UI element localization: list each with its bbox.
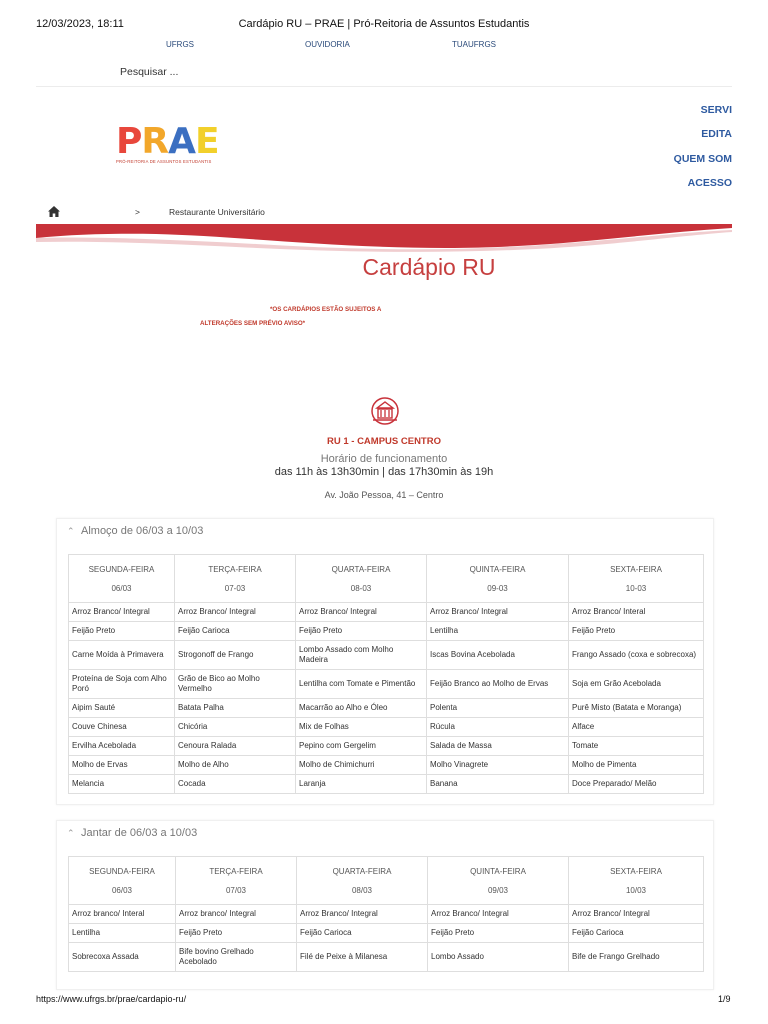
menu-cell: Arroz Branco/ Integral	[428, 905, 569, 924]
menu-cell: Arroz Branco/ Integral	[175, 603, 296, 622]
decorative-wave	[36, 222, 732, 254]
menu-cell: Feijão Carioca	[175, 622, 296, 641]
divider	[36, 86, 732, 87]
lunch-panel-title: Almoço de 06/03 a 10/03	[81, 525, 204, 537]
menu-cell: Grão de Bico ao Molho Vermelho	[175, 670, 296, 699]
table-row	[69, 775, 704, 794]
lunch-table	[68, 554, 704, 794]
menu-cell: Feijão Preto	[569, 622, 704, 641]
day-header	[427, 555, 569, 603]
day-date: 07/03	[225, 885, 247, 895]
table-row	[69, 924, 704, 943]
day-header	[428, 857, 569, 905]
table-row	[69, 756, 704, 775]
menu-cell: Arroz branco/ Interal	[69, 905, 176, 924]
day-header	[69, 857, 176, 905]
dinner-panel-header[interactable]	[57, 821, 713, 847]
day-name: TERÇA-FEIRA	[209, 866, 263, 876]
page-title: Cardápio RU	[362, 254, 496, 280]
menu-cell: Melancia	[69, 775, 175, 794]
menu-cell: Batata Palha	[175, 699, 296, 718]
table-row	[69, 670, 704, 699]
menu-cell: Salada de Massa	[427, 737, 569, 756]
menu-cell: Molho Vinagrete	[427, 756, 569, 775]
day-header	[69, 555, 175, 603]
page-number: 1/9	[718, 994, 731, 1004]
table-row	[69, 603, 704, 622]
menu-cell: Bife de Frango Grelhado	[569, 943, 704, 972]
building-icon	[370, 396, 400, 426]
nav-item-editais[interactable]: EDITA	[701, 128, 732, 141]
menu-cell: Arroz Branco/ Integral	[569, 905, 704, 924]
menu-cell: Strogonoff de Frango	[175, 641, 296, 670]
day-date: 06/03	[111, 885, 133, 895]
menu-cell: Soja em Grão Acebolada	[569, 670, 704, 699]
notice-line-1: *OS CARDÁPIOS ESTÃO SUJEITOS A	[270, 306, 382, 313]
menu-cell: Proteína de Soja com Alho Poró	[69, 670, 175, 699]
menu-cell: Lombo Assado	[428, 943, 569, 972]
menu-cell: Chicória	[175, 718, 296, 737]
dinner-panel	[56, 820, 714, 990]
menu-cell: Pepino com Gergelim	[296, 737, 427, 756]
lunch-panel	[56, 518, 714, 805]
ru-name: RU 1 - CAMPUS CENTRO	[326, 436, 441, 447]
menu-cell: Arroz Branco/ Interal	[569, 603, 704, 622]
day-name: SEGUNDA-FEIRA	[89, 866, 155, 876]
nav-item-acesso[interactable]: ACESSO	[687, 176, 732, 189]
menu-cell: Aipim Sauté	[69, 699, 175, 718]
dinner-panel-title: Jantar de 06/03 a 10/03	[81, 827, 198, 839]
print-header	[0, 0, 768, 40]
menu-cell: Tomate	[569, 737, 704, 756]
search-input[interactable]: Pesquisar ...	[120, 66, 179, 78]
day-header	[175, 555, 296, 603]
menu-cell: Lentilha com Tomate e Pimentão	[296, 670, 427, 699]
menu-cell: Bife bovino Grelhado Acebolado	[176, 943, 297, 972]
breadcrumb-separator: >	[135, 207, 140, 217]
breadcrumb-current: Restaurante Universitário	[169, 207, 265, 217]
print-url: https://www.ufrgs.br/prae/cardapio-ru/	[36, 994, 187, 1004]
menu-cell: Feijão Preto	[296, 622, 427, 641]
table-row	[69, 737, 704, 756]
address: Av. João Pessoa, 41 – Centro	[324, 490, 444, 500]
menu-cell: Filé de Peixe à Milanesa	[297, 943, 428, 972]
top-links	[0, 40, 768, 54]
menu-cell: Lentilha	[69, 924, 176, 943]
table-row	[69, 641, 704, 670]
notice-line-2: ALTERAÇÕES SEM PRÉVIO AVISO*	[200, 320, 306, 327]
day-date: 08-03	[350, 583, 372, 593]
hours-label: Horário de funcionamento	[320, 453, 448, 465]
menu-cell: Frango Assado (coxa e sobrecoxa)	[569, 641, 704, 670]
menu-cell: Purê Misto (Batata e Moranga)	[569, 699, 704, 718]
table-row	[69, 622, 704, 641]
menu-cell: Cocada	[175, 775, 296, 794]
menu-cell: Couve Chinesa	[69, 718, 175, 737]
menu-cell: Arroz Branco/ Integral	[427, 603, 569, 622]
logo-subtitle: PRÓ-REITORIA DE ASSUNTOS ESTUDANTIS	[116, 159, 212, 164]
table-row	[69, 699, 704, 718]
home-icon[interactable]	[48, 206, 60, 217]
day-name: QUARTA-FEIRA	[332, 866, 392, 876]
menu-cell: Feijão Carioca	[569, 924, 704, 943]
menu-cell: Rúcula	[427, 718, 569, 737]
menu-cell: Arroz branco/ Integral	[176, 905, 297, 924]
link-ouvidoria[interactable]: OUVIDORIA	[305, 40, 350, 49]
main-nav	[652, 104, 732, 201]
menu-cell: Iscas Bovina Acebolada	[427, 641, 569, 670]
menu-cell: Arroz Branco/ Integral	[69, 603, 175, 622]
day-name: SEGUNDA-FEIRA	[88, 564, 155, 574]
link-tuaufrgs[interactable]: TUAUFRGS	[452, 40, 496, 49]
day-header	[297, 857, 428, 905]
menu-cell: Feijão Carioca	[297, 924, 428, 943]
menu-cell: Molho de Pimenta	[569, 756, 704, 775]
day-date: 10/03	[625, 885, 647, 895]
print-title: Cardápio RU – PRAE | Pró-Reitoria de Assuntos Estudantis	[238, 18, 530, 30]
menu-cell: Molho de Chimichurri	[296, 756, 427, 775]
menu-cell: Mix de Folhas	[296, 718, 427, 737]
day-header	[569, 857, 704, 905]
dinner-table	[68, 856, 704, 972]
day-name: TERÇA-FEIRA	[208, 564, 262, 574]
menu-cell: Molho de Alho	[175, 756, 296, 775]
link-ufrgs[interactable]: UFRGS	[166, 40, 194, 49]
menu-cell: Cenoura Ralada	[175, 737, 296, 756]
nav-item-servicos[interactable]: SERVI	[700, 104, 732, 116]
chevron-up-icon: ⌃	[67, 828, 75, 838]
day-name: SEXTA-FEIRA	[610, 866, 662, 876]
day-date: 09-03	[487, 583, 508, 593]
menu-cell: Macarrão ao Alho e Óleo	[296, 699, 427, 718]
day-date: 08/03	[351, 885, 373, 895]
day-date: 09/03	[487, 885, 509, 895]
menu-cell: Polenta	[427, 699, 569, 718]
menu-cell: Feijão Preto	[69, 622, 175, 641]
prae-logo[interactable]	[116, 121, 220, 166]
menu-cell: Alface	[569, 718, 704, 737]
menu-cell: Banana	[427, 775, 569, 794]
day-name: SEXTA-FEIRA	[610, 564, 662, 574]
logo-wordmark: PRAE	[116, 121, 219, 162]
print-datetime: 12/03/2023, 18:11	[36, 18, 124, 30]
menu-cell: Ervilha Acebolada	[69, 737, 175, 756]
day-header	[569, 555, 704, 603]
day-date: 10-03	[625, 583, 647, 593]
menu-cell: Arroz Branco/ Integral	[297, 905, 428, 924]
breadcrumb	[36, 206, 732, 222]
menu-cell: Lombo Assado com Molho Madeira	[296, 641, 427, 670]
nav-item-quem-somos[interactable]: QUEM SOM	[673, 152, 732, 165]
day-header	[296, 555, 427, 603]
menu-cell: Feijão Preto	[428, 924, 569, 943]
menu-cell: Lentilha	[427, 622, 569, 641]
menu-cell: Laranja	[296, 775, 427, 794]
menu-cell: Doce Preparado/ Melão	[569, 775, 704, 794]
hours-value: das 11h às 13h30min | das 17h30min às 19h	[274, 466, 494, 478]
day-date: 06/03	[111, 583, 132, 593]
table-row	[69, 943, 704, 972]
day-header	[176, 857, 297, 905]
table-row	[69, 718, 704, 737]
menu-cell: Arroz Branco/ Integral	[296, 603, 427, 622]
notice-text	[200, 303, 400, 331]
lunch-panel-header[interactable]	[57, 519, 713, 545]
day-date: 07-03	[224, 583, 246, 593]
day-name: QUINTA-FEIRA	[470, 866, 526, 876]
menu-cell: Feijão Branco ao Molho de Ervas	[427, 670, 569, 699]
day-name: QUINTA-FEIRA	[469, 564, 526, 574]
day-name: QUARTA-FEIRA	[331, 564, 391, 574]
menu-cell: Feijão Preto	[176, 924, 297, 943]
menu-cell: Sobrecoxa Assada	[69, 943, 176, 972]
table-row	[69, 905, 704, 924]
menu-cell: Molho de Ervas	[69, 756, 175, 775]
menu-cell: Carne Moída à Primavera	[69, 641, 175, 670]
chevron-up-icon: ⌃	[67, 526, 75, 536]
